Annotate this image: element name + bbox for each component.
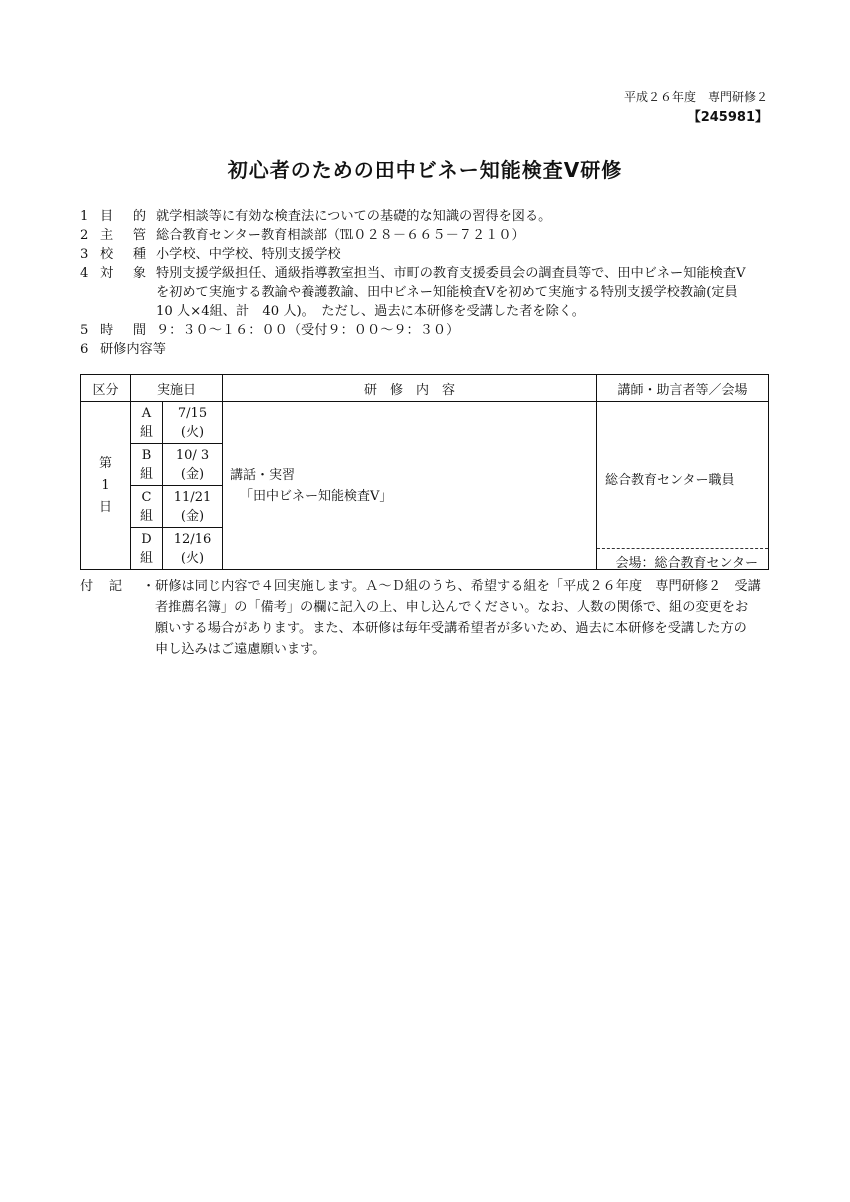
date-cell: 12/16 (火) (163, 528, 223, 570)
item-label: 校 種 (100, 247, 146, 262)
item-host (80, 226, 770, 245)
target-line: 特別支援学級担任、通級指導教室担当、市町の教育支援委員会の調査員等で、田中ビネー知能検査Ⅴ (156, 266, 746, 281)
item-value: 総合教育センター教育相談部（℡０２８－６６５－７２１０） (156, 228, 525, 243)
header-lecturer: 講師・助言者等／会場 (597, 375, 769, 402)
item-time (80, 321, 770, 340)
item-number: 6 (80, 342, 89, 357)
note-section (80, 576, 770, 660)
note-label: 付 記 (80, 579, 122, 594)
course-items (80, 207, 770, 359)
note-line: 申し込みはご遠慮願います。 (155, 642, 326, 657)
item-content (80, 340, 770, 359)
venue-label: 会場：総合教育センター (615, 556, 759, 571)
item-label: 時 間 (100, 323, 146, 338)
day-cell: 第 1 日 (81, 402, 131, 570)
item-label: 研修内容等 (100, 342, 166, 357)
header-content: 研 修 内 容 (223, 375, 597, 402)
course-id: 【245981】 (687, 110, 768, 125)
header-kubun: 区分 (81, 375, 131, 402)
lecturer-cell (597, 402, 769, 570)
table-row (81, 402, 769, 444)
table-header-row (81, 375, 769, 402)
item-school (80, 245, 770, 264)
header-year-label: 平成２６年度 専門研修２ (623, 90, 768, 104)
page-title: 初心者のための田中ビネー知能検査Ⅴ研修 (227, 158, 623, 182)
group-cell: C 組 (131, 486, 163, 528)
group-cell: A 組 (131, 402, 163, 444)
item-label: 対 象 (100, 266, 146, 281)
group-cell: B 組 (131, 444, 163, 486)
item-target (80, 264, 770, 321)
date-cell: 10/ 3 (金) (163, 444, 223, 486)
date-cell: 7/15 (火) (163, 402, 223, 444)
item-label: 目 的 (100, 209, 146, 224)
target-line: を初めて実施する教諭や養護教諭、田中ビネー知能検査Ⅴを初めて実施する特別支援学校教諭(定員 (156, 285, 738, 300)
note-line: 者推薦名簿」の「備考」の欄に記入の上、申し込んでください。なお、人数の関係で、組の変更をお (155, 600, 749, 615)
item-number: 2 (80, 228, 89, 243)
lecturer-name: 総合教育センター職員 (605, 473, 735, 488)
item-number: 1 (80, 209, 89, 224)
note-line: ・研修は同じ内容で４回実施します。Ａ～Ｄ組のうち、希望する組を「平成２６年度 専門研修２ 受講 (142, 579, 761, 594)
header-date: 実施日 (131, 375, 223, 402)
target-line: 10 人×4組、計 40 人)。 ただし、過去に本研修を受講した者を除く。 (156, 304, 585, 319)
content-cell: 講話・実習 「田中ビネー知能検査Ⅴ」 (223, 402, 597, 570)
item-purpose (80, 207, 770, 226)
group-cell: D 組 (131, 528, 163, 570)
item-value: 小学校、中学校、特別支援学校 (156, 247, 341, 262)
item-label: 主 管 (100, 228, 146, 243)
item-number: 5 (80, 323, 89, 338)
venue-divider (597, 548, 768, 549)
item-number: 4 (80, 266, 89, 281)
note-text (142, 576, 770, 660)
schedule-table (80, 374, 769, 570)
item-value (156, 264, 770, 321)
date-cell: 11/21 (金) (163, 486, 223, 528)
item-value: 就学相談等に有効な検査法についての基礎的な知識の習得を図る。 (156, 209, 552, 224)
note-line: 願いする場合があります。また、本研修は毎年受講希望者が多いため、過去に本研修を受講した方の (155, 621, 747, 636)
item-number: 3 (80, 247, 89, 262)
item-value: ９：３０～１６：００（受付９：００～９：３０） (156, 323, 460, 338)
